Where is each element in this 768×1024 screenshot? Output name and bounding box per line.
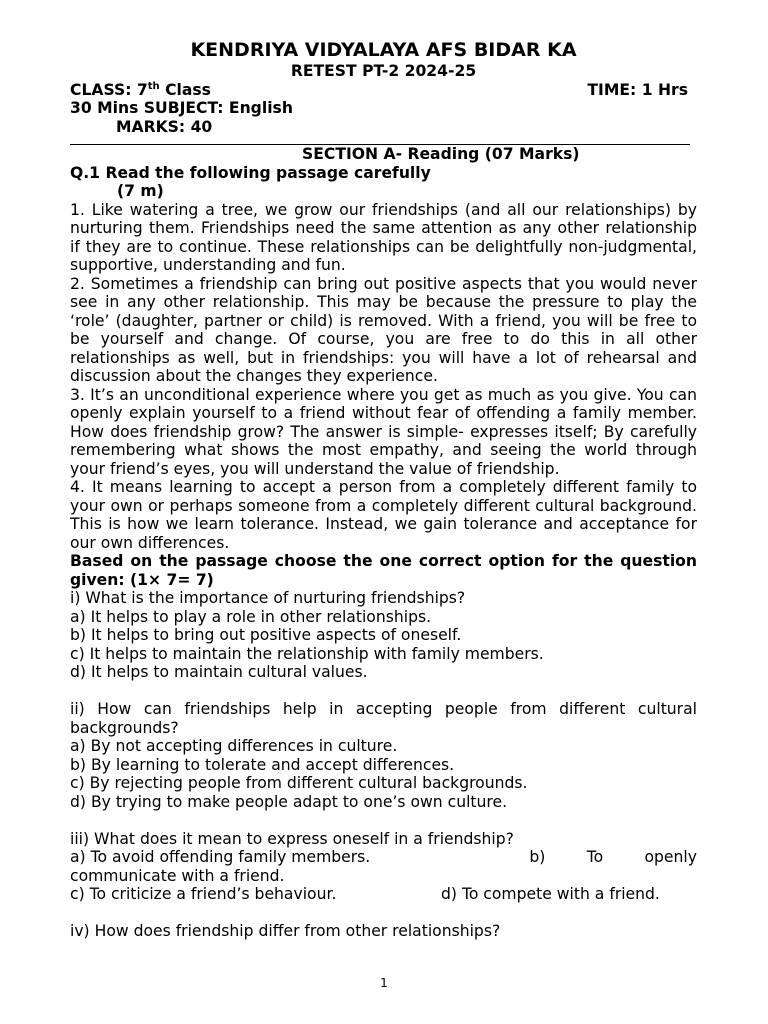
q1-option-d: d) It helps to maintain cultural values. (70, 663, 368, 681)
q3-option-b-continuation: communicate with a friend. (70, 866, 285, 885)
question-2: ii) How can friendships help in accepting people from different cultural backgrounds? (70, 700, 697, 737)
q3-options-row-1 (70, 848, 697, 867)
page-content (70, 38, 697, 941)
duration-subject-line: 30 Mins SUBJECT: English (70, 99, 293, 117)
q1-option-b: b) It helps to bring out positive aspects of oneself. (70, 626, 462, 644)
q3-option-d: d) To compete with a friend. (441, 885, 660, 903)
q2-option-b: b) By learning to tolerate and accept differences. (70, 755, 455, 774)
spacer (70, 904, 697, 923)
exam-title: RETEST PT-2 2024-25 (290, 62, 477, 80)
class-label: CLASS: 7th Class (70, 80, 211, 99)
passage-paragraph-1: 1. Like watering a tree, we grow our friendships (and all our relationships) by nurturing them. Friendships need the same attention as any other relationship if they are to continue. These relationships can be delightfully non-judgmental, supportive, understanding and fun. (70, 200, 697, 274)
q2-option-a: a) By not accepting differences in culture. (70, 737, 398, 755)
q1-title: Q.1 Read the following passage carefully (70, 163, 431, 182)
spacer (70, 682, 697, 701)
instruction: Based on the passage choose the one correct option for the question given: (1× 7= 7) (70, 552, 697, 589)
section-a-title: SECTION A- Reading (07 Marks) (302, 145, 580, 163)
question-1: i) What is the importance of nurturing friendships? (70, 589, 466, 607)
page-number: 1 (380, 976, 388, 990)
q2-option-d: d) By trying to make people adapt to one’s own culture. (70, 792, 508, 811)
passage-paragraph-2: 2. Sometimes a friendship can bring out positive aspects that you would never see in any other relationship. This may be because the pressure to play the ‘role’ (daughter, partner or child) is removed. With a friend, you will be free to be yourself and change. Of course, you are free to do this in all other relationships as well, but in friendships: you will have a lot of rehearsal and discussion about the changes they experience. (70, 274, 697, 385)
class-time-row (70, 81, 697, 100)
q3-option-a: a) To avoid offending family members. (70, 848, 371, 866)
q1-option-c: c) It helps to maintain the relationship with family members. (70, 644, 544, 663)
spacer (70, 811, 697, 830)
q3-option-b-word-1: To (586, 848, 604, 866)
q3-option-c: c) To criticize a friend’s behaviour. (70, 885, 337, 903)
passage-paragraph-4: 4. It means learning to accept a person from a completely different family to your own or perhaps someone from a completely different cultural background. This is how we learn tolerance. Instead, we gain tolerance and acceptance for our own differences. (70, 478, 697, 552)
q1-option-a: a) It helps to play a role in other relationships. (70, 607, 432, 626)
q3-option-b-word-2: openly (644, 848, 697, 866)
time-label: TIME: 1 Hrs (587, 80, 688, 99)
q1-marks: (7 m) (117, 182, 164, 200)
q3-option-b-marker: b) (529, 848, 546, 866)
passage-paragraph-3: 3. It’s an unconditional experience where you get as much as you give. You can openly explain yourself to a friend without fear of offending a family member. How does friendship grow? The answer is simple- expresses itself; By carefully remembering what shows the most empathy, and seeing the world through your friend’s eyes, you will understand the value of friendship. (70, 385, 697, 478)
school-title: KENDRIYA VIDYALAYA AFS BIDAR KA (190, 39, 577, 61)
q2-option-c: c) By rejecting people from different cultural backgrounds. (70, 774, 528, 792)
q3-options-row-2 (70, 885, 697, 904)
question-4: iv) How does friendship differ from other relationships? (70, 922, 501, 940)
marks-label: MARKS: 40 (116, 117, 213, 136)
question-3: iii) What does it mean to express oneself in a friendship? (70, 829, 514, 848)
